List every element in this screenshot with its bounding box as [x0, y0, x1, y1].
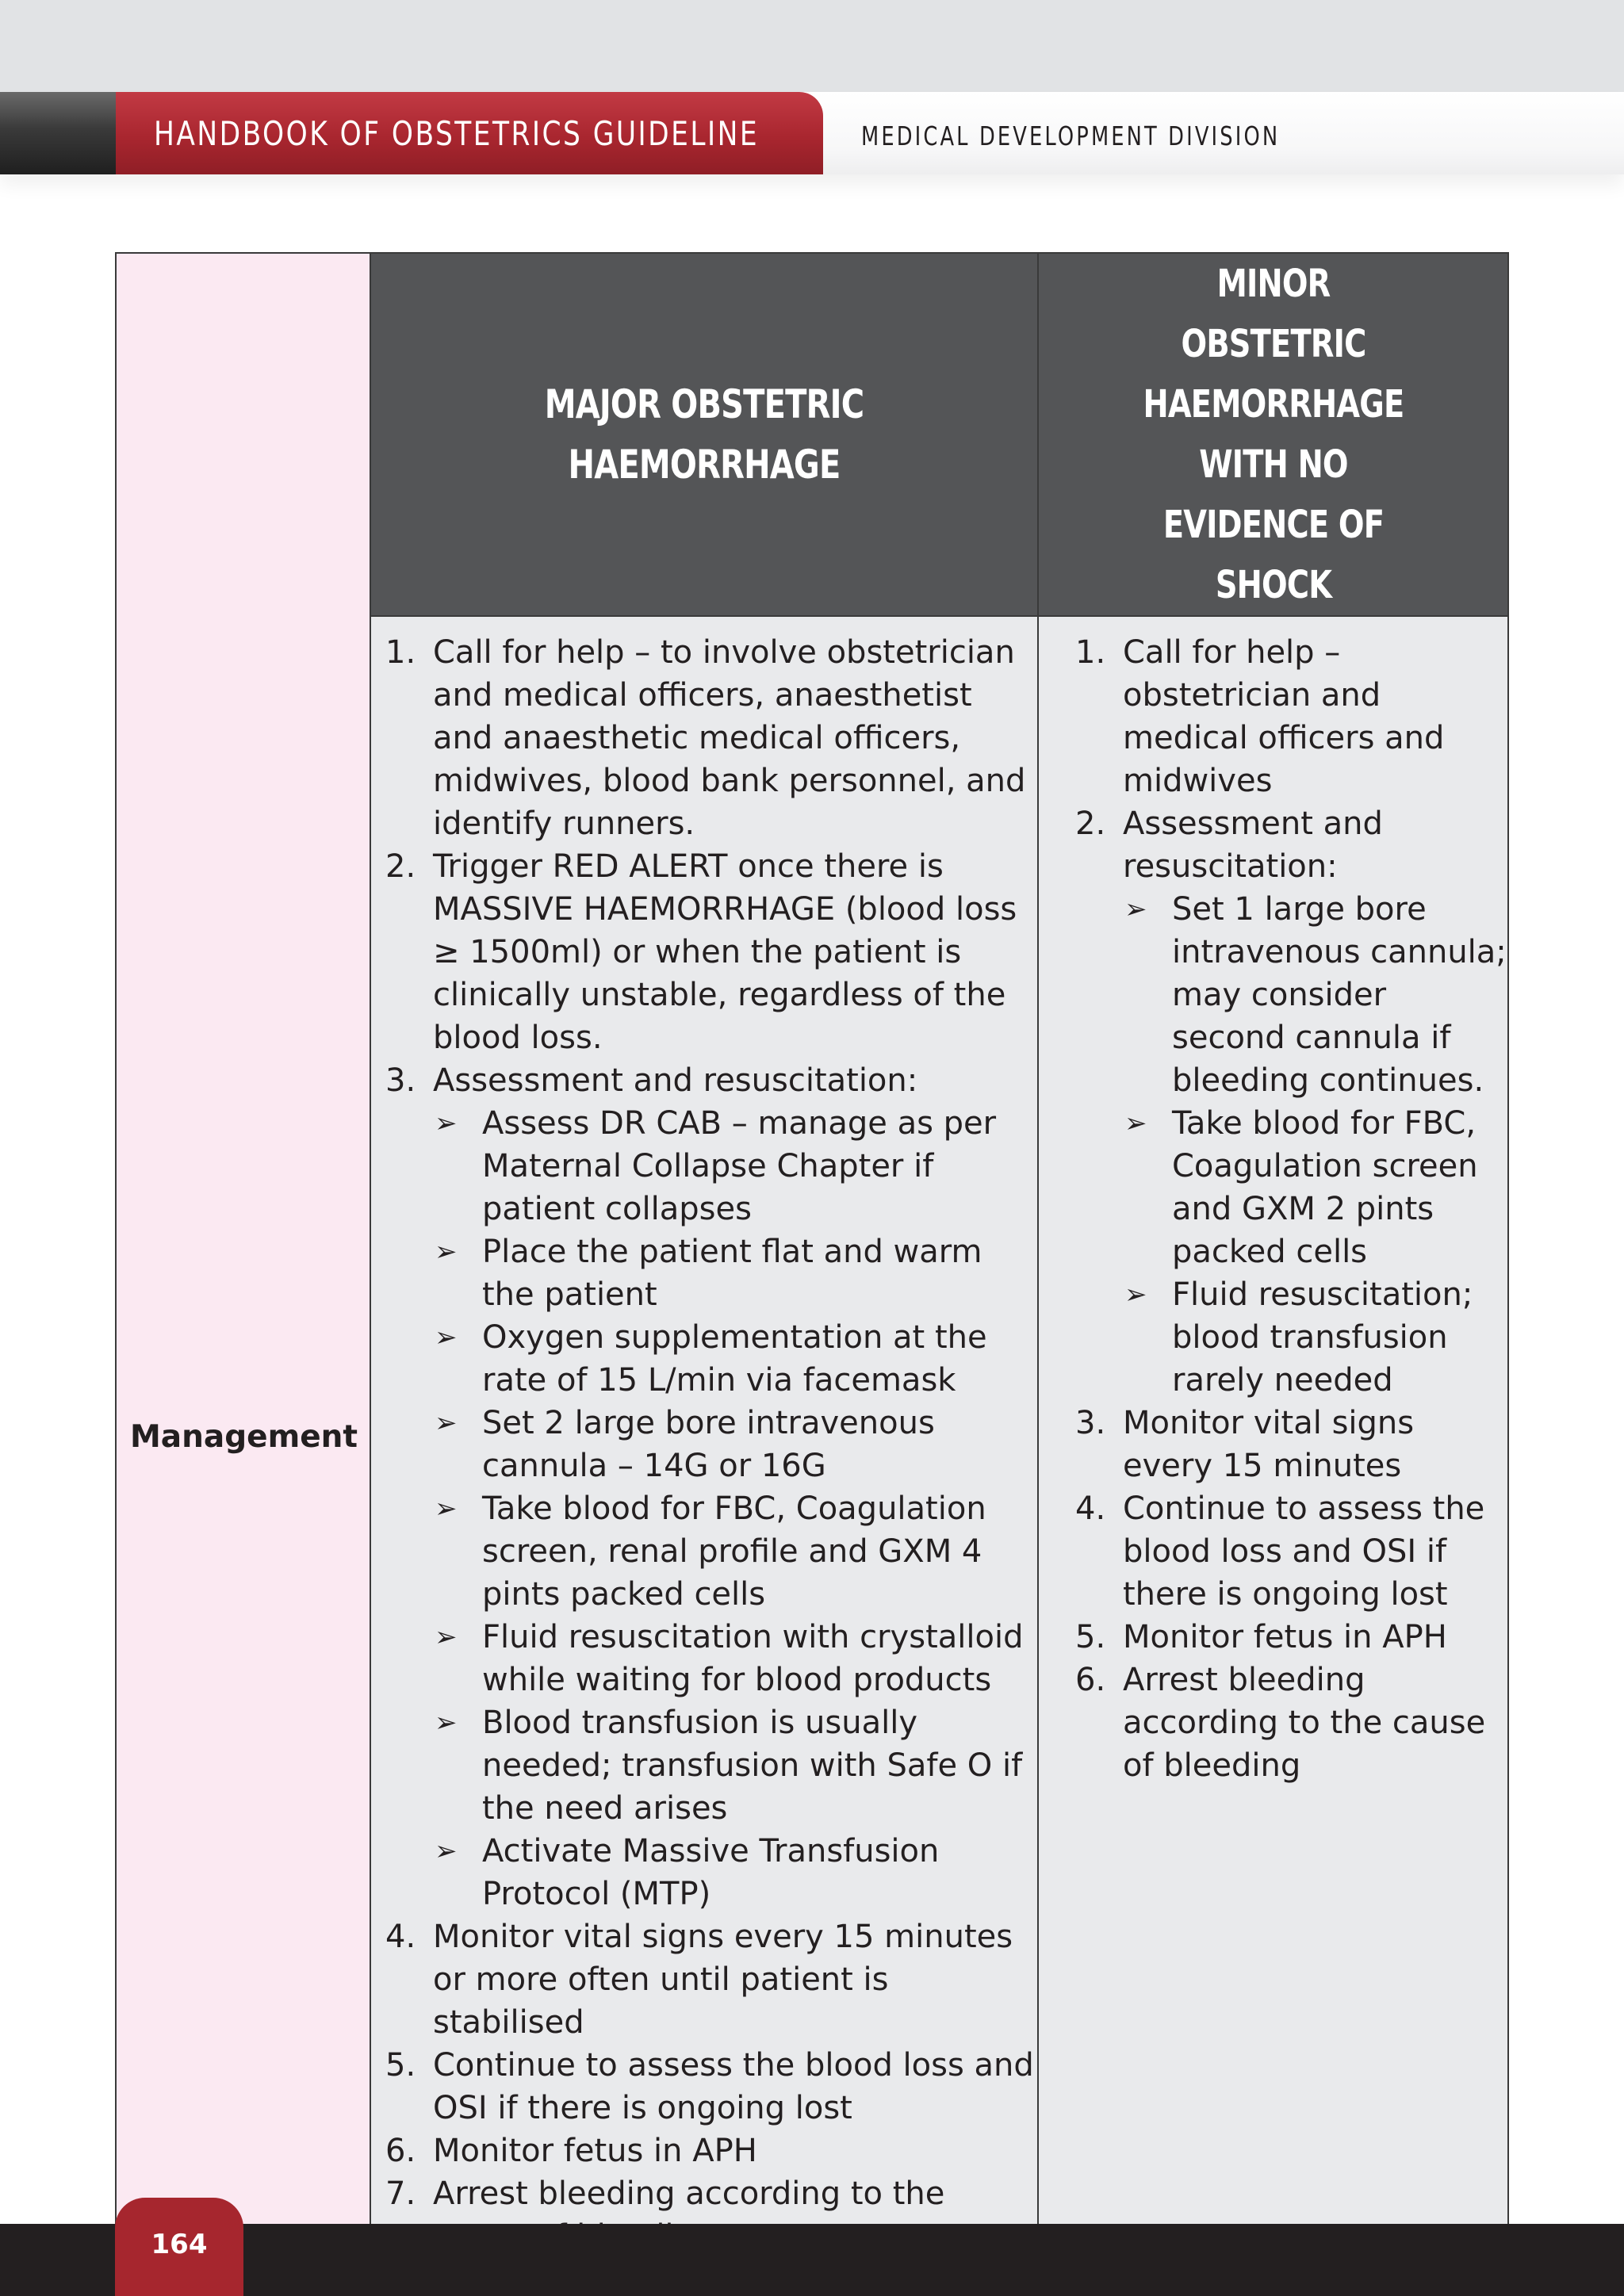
header-dark-block — [0, 92, 127, 174]
item-number: 3. — [385, 1062, 416, 1099]
item-number: 7. — [385, 2175, 416, 2212]
major-management-list — [371, 617, 1037, 2258]
item-number: 2. — [1075, 806, 1106, 842]
sub-list-item — [433, 1402, 1037, 1487]
arrowhead-icon: ➢ — [435, 1236, 458, 1268]
sub-item-text: Take blood for FBC, Coagulation screen, renal profile and GXM 4 pints packed cells — [482, 1490, 986, 1613]
minor-heading: MINOR OBSTETRIC HAEMORRHAGE WITH NO EVIDENCE OF SHOCK — [1143, 262, 1404, 607]
major-list-item — [371, 1059, 1037, 1915]
major-list-item — [371, 845, 1037, 1059]
arrowhead-icon: ➢ — [1124, 1108, 1147, 1139]
handbook-title: HANDBOOK OF OBSTETRICS GUIDELINE — [154, 113, 760, 153]
sub-list-item — [433, 1230, 1037, 1316]
sub-list-item — [1123, 1273, 1507, 1402]
arrowhead-icon: ➢ — [1124, 1279, 1147, 1311]
item-text: Monitor fetus in APH — [1123, 1619, 1447, 1655]
table-corner-cell — [116, 253, 370, 616]
item-text: Monitor vital signs every 15 minutes or more often until patient is stabilised — [433, 1919, 1013, 2041]
footer-bar — [0, 2224, 1624, 2296]
item-number: 6. — [1075, 1662, 1106, 1698]
sub-item-text: Activate Massive Transfusion Protocol (MTP) — [482, 1833, 940, 1912]
arrowhead-icon: ➢ — [1124, 894, 1147, 925]
minor-list-item — [1039, 1659, 1507, 1787]
item-text: Arrest bleeding according to the cause of bleeding — [1123, 1662, 1486, 1784]
sub-item-text: Fluid resuscitation with crystalloid while waiting for blood products — [482, 1619, 1024, 1698]
sub-item-text: Place the patient flat and warm the patient — [482, 1234, 982, 1313]
item-text: Call for help – obstetrician and medical officers and midwives — [1123, 634, 1445, 799]
minor-list-item — [1039, 1487, 1507, 1616]
minor-management-list — [1039, 617, 1507, 1787]
sub-item-text: Take blood for FBC, Coagulation screen and GXM 2 pints packed cells — [1172, 1105, 1478, 1270]
major-list-item — [371, 1915, 1037, 2044]
item-text: Call for help – to involve obstetrician and medical officers, anaesthetist and anaesthetic medical officers, midwives, blood bank personnel, and identify runners. — [433, 634, 1026, 842]
sub-list-item — [1123, 1102, 1507, 1273]
item-text: Arrest bleeding according to the — [433, 2175, 945, 2212]
minor-list-item — [1039, 1616, 1507, 1659]
sub-item-text: Assess DR CAB – manage as per Maternal Collapse Chapter if patient collapses — [482, 1105, 997, 1227]
major-management-cell — [370, 616, 1038, 2259]
sub-list-item — [433, 1102, 1037, 1230]
sub-item-text: Set 2 large bore intravenous cannula – 14G or 16G — [482, 1405, 935, 1484]
arrowhead-icon: ➢ — [435, 1835, 458, 1867]
major-heading: MAJOR OBSTETRIC HAEMORRHAGE — [544, 381, 864, 488]
row-label: Management — [130, 1419, 358, 1455]
column-header-minor — [1038, 253, 1508, 616]
item-text: Continue to assess the blood loss and OSI if there is ongoing lost — [433, 2047, 1034, 2126]
minor-list-item — [1039, 802, 1507, 1402]
item-text: Monitor vital signs every 15 minutes — [1123, 1405, 1415, 1484]
item-number: 5. — [1075, 1619, 1106, 1655]
management-table — [115, 252, 1509, 2260]
arrowhead-icon: ➢ — [435, 1493, 458, 1525]
sub-list-item — [1123, 888, 1507, 1102]
page-number-tab — [115, 2198, 243, 2296]
major-list-item — [371, 2044, 1037, 2130]
item-text: Continue to assess the blood loss and OSI if there is ongoing lost — [1123, 1490, 1485, 1613]
sub-item-text: Blood transfusion is usually needed; transfusion with Safe O if the need arises — [482, 1705, 1023, 1827]
sub-item-text: Set 1 large bore intravenous cannula; may consider second cannula if bleeding continues. — [1172, 891, 1507, 1099]
item-number: 5. — [385, 2047, 416, 2084]
item-number: 4. — [385, 1919, 416, 1955]
minor-management-cell — [1038, 616, 1508, 2259]
sub-list-item — [433, 1616, 1037, 1701]
sub-list — [1123, 888, 1507, 1402]
top-band — [0, 0, 1624, 94]
item-number: 4. — [1075, 1490, 1106, 1527]
sub-list-item — [433, 1316, 1037, 1402]
sub-list — [433, 1102, 1037, 1915]
minor-list-item — [1039, 1402, 1507, 1487]
row-label-cell — [116, 616, 370, 2259]
item-text: Monitor fetus in APH — [433, 2133, 757, 2169]
item-text: Trigger RED ALERT once there is MASSIVE HAEMORRHAGE (blood loss ≥ 1500ml) or when the patient is clinically unstable, regardless of the blood loss. — [433, 848, 1017, 1056]
major-list-item — [371, 2130, 1037, 2172]
arrowhead-icon: ➢ — [435, 1707, 458, 1739]
page-number: 164 — [151, 2229, 208, 2260]
item-text: Assessment and resuscitation: — [1123, 806, 1383, 885]
sub-list-item — [433, 1701, 1037, 1830]
item-text: Assessment and resuscitation: — [433, 1062, 918, 1099]
division-name: MEDICAL DEVELOPMENT DIVISION — [861, 121, 1281, 151]
arrowhead-icon: ➢ — [435, 1322, 458, 1353]
arrowhead-icon: ➢ — [435, 1108, 458, 1139]
item-number: 1. — [1075, 634, 1106, 671]
item-number: 1. — [385, 634, 416, 671]
arrowhead-icon: ➢ — [435, 1407, 458, 1439]
major-list-item — [371, 631, 1037, 845]
item-number: 6. — [385, 2133, 416, 2169]
sub-list-item — [433, 1830, 1037, 1915]
item-number: 3. — [1075, 1405, 1106, 1441]
sub-list-item — [433, 1487, 1037, 1616]
arrowhead-icon: ➢ — [435, 1621, 458, 1653]
minor-list-item — [1039, 631, 1507, 802]
header-title-banner — [116, 92, 823, 174]
column-header-major — [370, 253, 1038, 616]
item-number: 2. — [385, 848, 416, 885]
sub-item-text: Oxygen supplementation at the rate of 15 L/min via facemask — [482, 1319, 987, 1399]
sub-item-text: Fluid resuscitation; blood transfusion rarely needed — [1172, 1276, 1473, 1399]
